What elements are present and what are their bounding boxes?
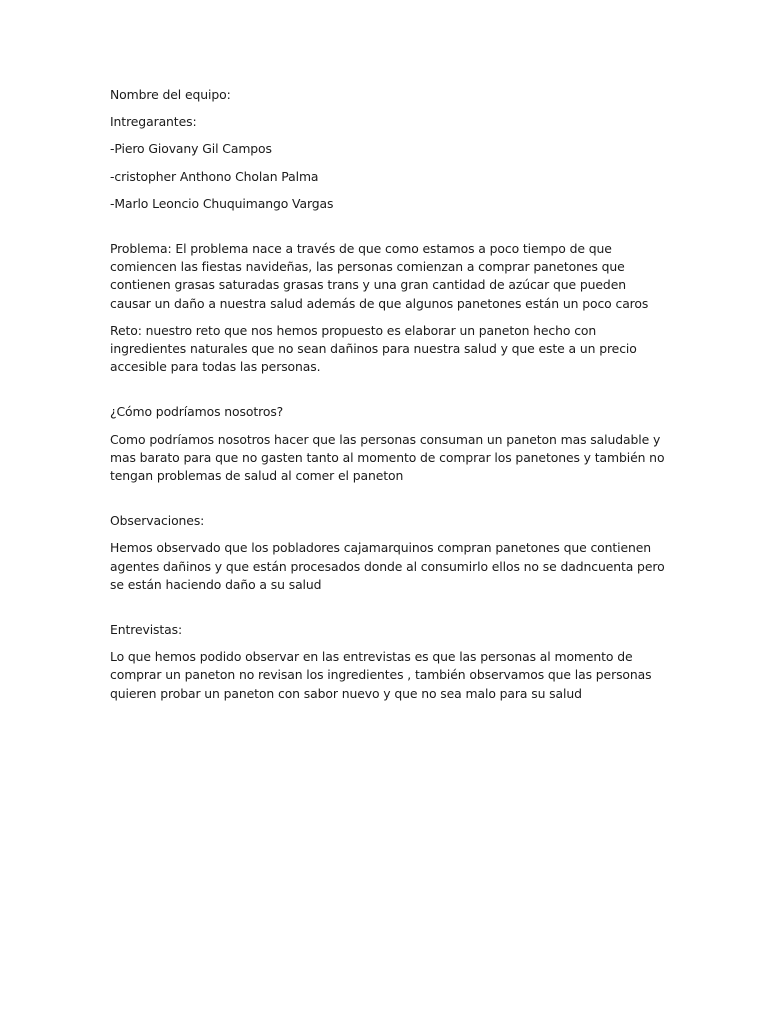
member-item: -cristopher Anthono Cholan Palma (110, 168, 319, 184)
member-item: -Marlo Leoncio Chuquimango Vargas (110, 195, 334, 211)
observations-paragraph: Hemos observado que los pobladores cajamarquinos compran panetones que contienen agentes dañinos y que están procesados donde al consumirlo ellos no se dadncuenta pero se están haciendo daño a su salud (110, 540, 665, 592)
observations-heading: Observaciones: (110, 513, 205, 529)
member-item: -Piero Giovany Gil Campos (110, 141, 272, 157)
how-might-we-paragraph: Como podríamos nosotros hacer que las personas consuman un paneton mas saludable y mas barato para que no gasten tanto al momento de comprar los panetones y también no tengan problemas de salud al comer el paneton (110, 431, 665, 484)
how-might-we-heading: ¿Cómo podríamos nosotros? (110, 404, 284, 420)
document-body (110, 86, 665, 703)
members-label: Intregarantes: (110, 114, 197, 130)
interviews-heading: Entrevistas: (110, 622, 183, 638)
team-name-label: Nombre del equipo: (110, 87, 231, 102)
interviews-paragraph: Lo que hemos podido observar en las entrevistas es que las personas al momento de comprar un paneton no revisan los ingredientes , también observamos que las personas quieren probar un paneton con sabor nuevo y que no sea malo para su salud (110, 649, 652, 701)
problem-paragraph: Problema: El problema nace a través de que como estamos a poco tiempo de que comiencen las fiestas navideñas, las personas comienzan a comprar panetones que contienen grasas saturadas grasas trans y una gran cantidad de azúcar que pueden causar un daño a nuestra salud además de que algunos panetones están un poco caros (110, 241, 649, 311)
challenge-paragraph: Reto: nuestro reto que nos hemos propuesto es elaborar un paneton hecho con ingredientes naturales que no sean dañinos para nuestra salud y que este a un precio accesible para todas las personas. (110, 322, 637, 375)
